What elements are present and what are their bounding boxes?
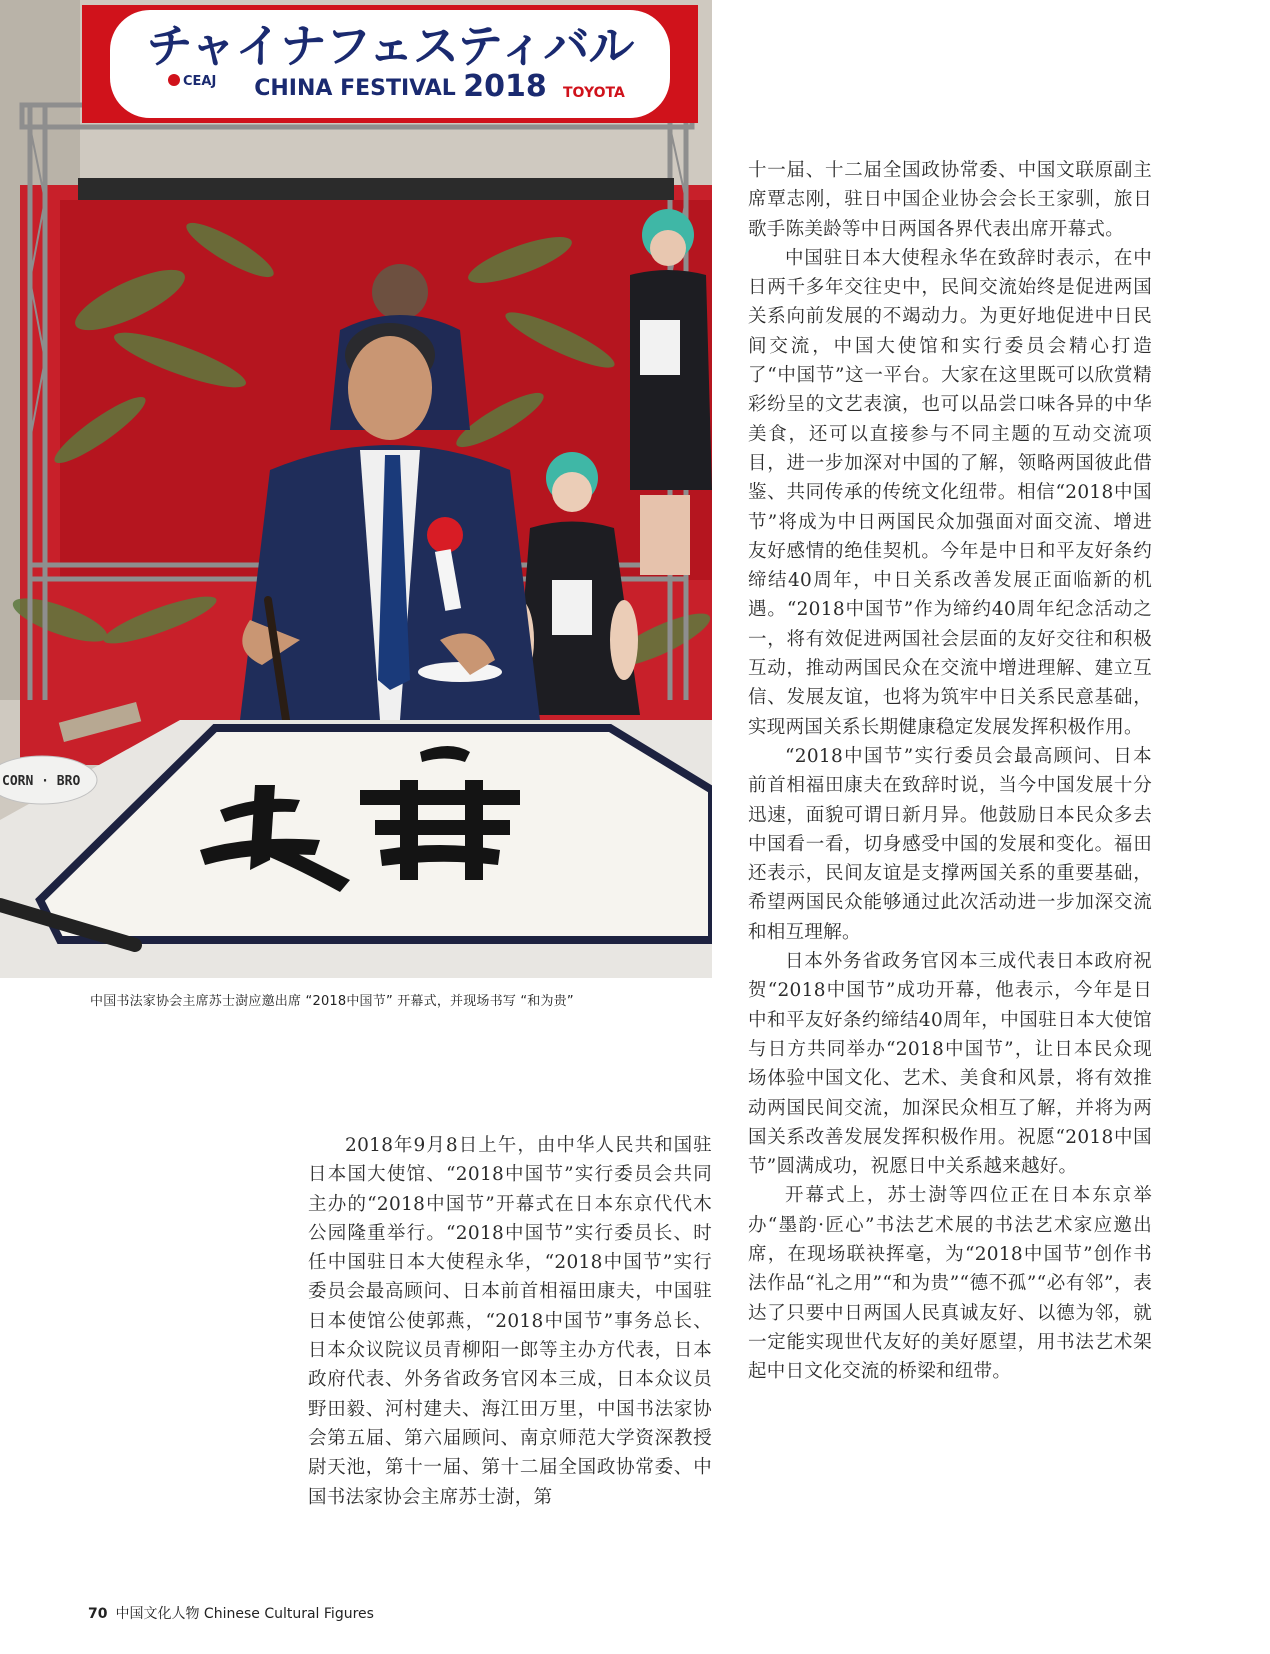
paragraph-ambassador-speech: 中国驻日本大使程永华在致辞时表示，在中日两千多年交往史中，民间交流始终是促进两国关系向前发展的不竭动力。为更好地促进中日民间交流，中国大使馆和实行委员会精心打造了“中国节”这一平台。大家在这里既可以欣赏精彩纷呈的文艺表演，也可以品尝口味各异的中华美食，还可以直接参与不同主题的互动交流项目，进一步加深对中国的了解，领略两国彼此借鉴、共同传承的传统文化纽带。相信“2018中国节”将成为中日两国民众加强面对面交流、增进友好感情的绝佳契机。今年是中日和平友好条约缔结40周年，中日关系改善发展正面临新的机遇。“2018中国节”作为缔约40周年纪念活动之一，将有效促进两国社会层面的友好交往和积极互动，推动两国民众在交流中增进理解、建立互信、发展友谊，也将为筑牢中日关系民意基础，实现两国关系长期健康稳定发展发挥积极作用。: [748, 247, 1152, 738]
article-column-right: [748, 156, 1152, 1386]
magazine-name: 中国文化人物 Chinese Cultural Figures: [115, 1606, 374, 1622]
paragraph-opening: 2018年9月8日上午，由中华人民共和国驻日本国大使馆、“2018中国节”实行委员会共同主办的“2018中国节”开幕式在日本东京代代木公园隆重举行。“2018中国节”实行委员长、时任中国驻日本大使程永华，“2018中国节”实行委员会最高顾问、日本前首相福田康夫，中国驻日本使馆公使郭燕，“2018中国节”事务总长、日本众议院议员青柳阳一郎等主办方代表，日本政府代表、外务省政务官冈本三成，日本众议员野田毅、河村建夫、海江田万里，中国书法家协会第五届、第六届顾问、南京师范大学资深教授尉天池，第十一届、第十二届全国政协常委、中国书法家协会主席苏士澍，第: [308, 1135, 712, 1508]
banner-left-logo: CEAJ: [183, 74, 217, 89]
paragraph-calligraphy: 开幕式上，苏士澍等四位正在日本东京举办“墨韵·匠心”书法艺术展的书法艺术家应邀出席，在现场联袂挥毫，为“2018中国节”创作书法作品“礼之用”“和为贵”“德不孤”“必有邻”，表达了只要中日两国人民真诚友好、以德为邻，就一定能实现世代友好的美好愿望，用书法艺术架起中日文化交流的桥梁和纽带。: [748, 1185, 1152, 1383]
paragraph-okamoto-speech: 日本外务省政务官冈本三成代表日本政府祝贺“2018中国节”成功开幕，他表示，今年是日中和平友好条约缔结40周年，中国驻日本大使馆与日方共同举办“2018中国节”，让日本民众现场体验中国文化、艺术、美食和风景，将有效推动两国民间交流，加深民众相互了解，并将为两国关系改善发展发挥积极作用。祝愿“2018中国节”圆满成功，祝愿日中关系越来越好。: [748, 951, 1152, 1178]
page-footer: [88, 1603, 374, 1623]
banner-right-logo: TOYOTA: [563, 85, 625, 101]
paragraph-fukuda-speech: “2018中国节”实行委员会最高顾问、日本前首相福田康夫在致辞时说，当今中国发展十分迅速，面貌可谓日新月异。他鼓励日本民众多去中国看一看，切身感受中国的发展和变化。福田还表示，民间友谊是支撑两国关系的重要基础，希望两国民众能够通过此次活动进一步加深交流和相互理解。: [748, 745, 1152, 943]
photo-caption: 中国书法家协会主席苏士澍应邀出席 “2018中国节” 开幕式，并现场书写 “和为贵”: [90, 994, 574, 1009]
bowl-text: CORN · BRO: [2, 774, 81, 789]
paragraph-continued: 十一届、十二届全国政协常委、中国文联原副主席覃志刚，驻日中国企业协会会长王家驯，旅日歌手陈美龄等中日两国各界代表出席开幕式。: [748, 160, 1152, 240]
banner-year: 2018: [463, 69, 547, 104]
banner-subtitle: CHINA FESTIVAL: [254, 76, 456, 101]
article-column-left: [308, 1131, 712, 1512]
page-number: 70: [88, 1606, 108, 1622]
banner-title: チャイナフェスティバル: [146, 19, 634, 73]
event-photo: [0, 0, 712, 978]
